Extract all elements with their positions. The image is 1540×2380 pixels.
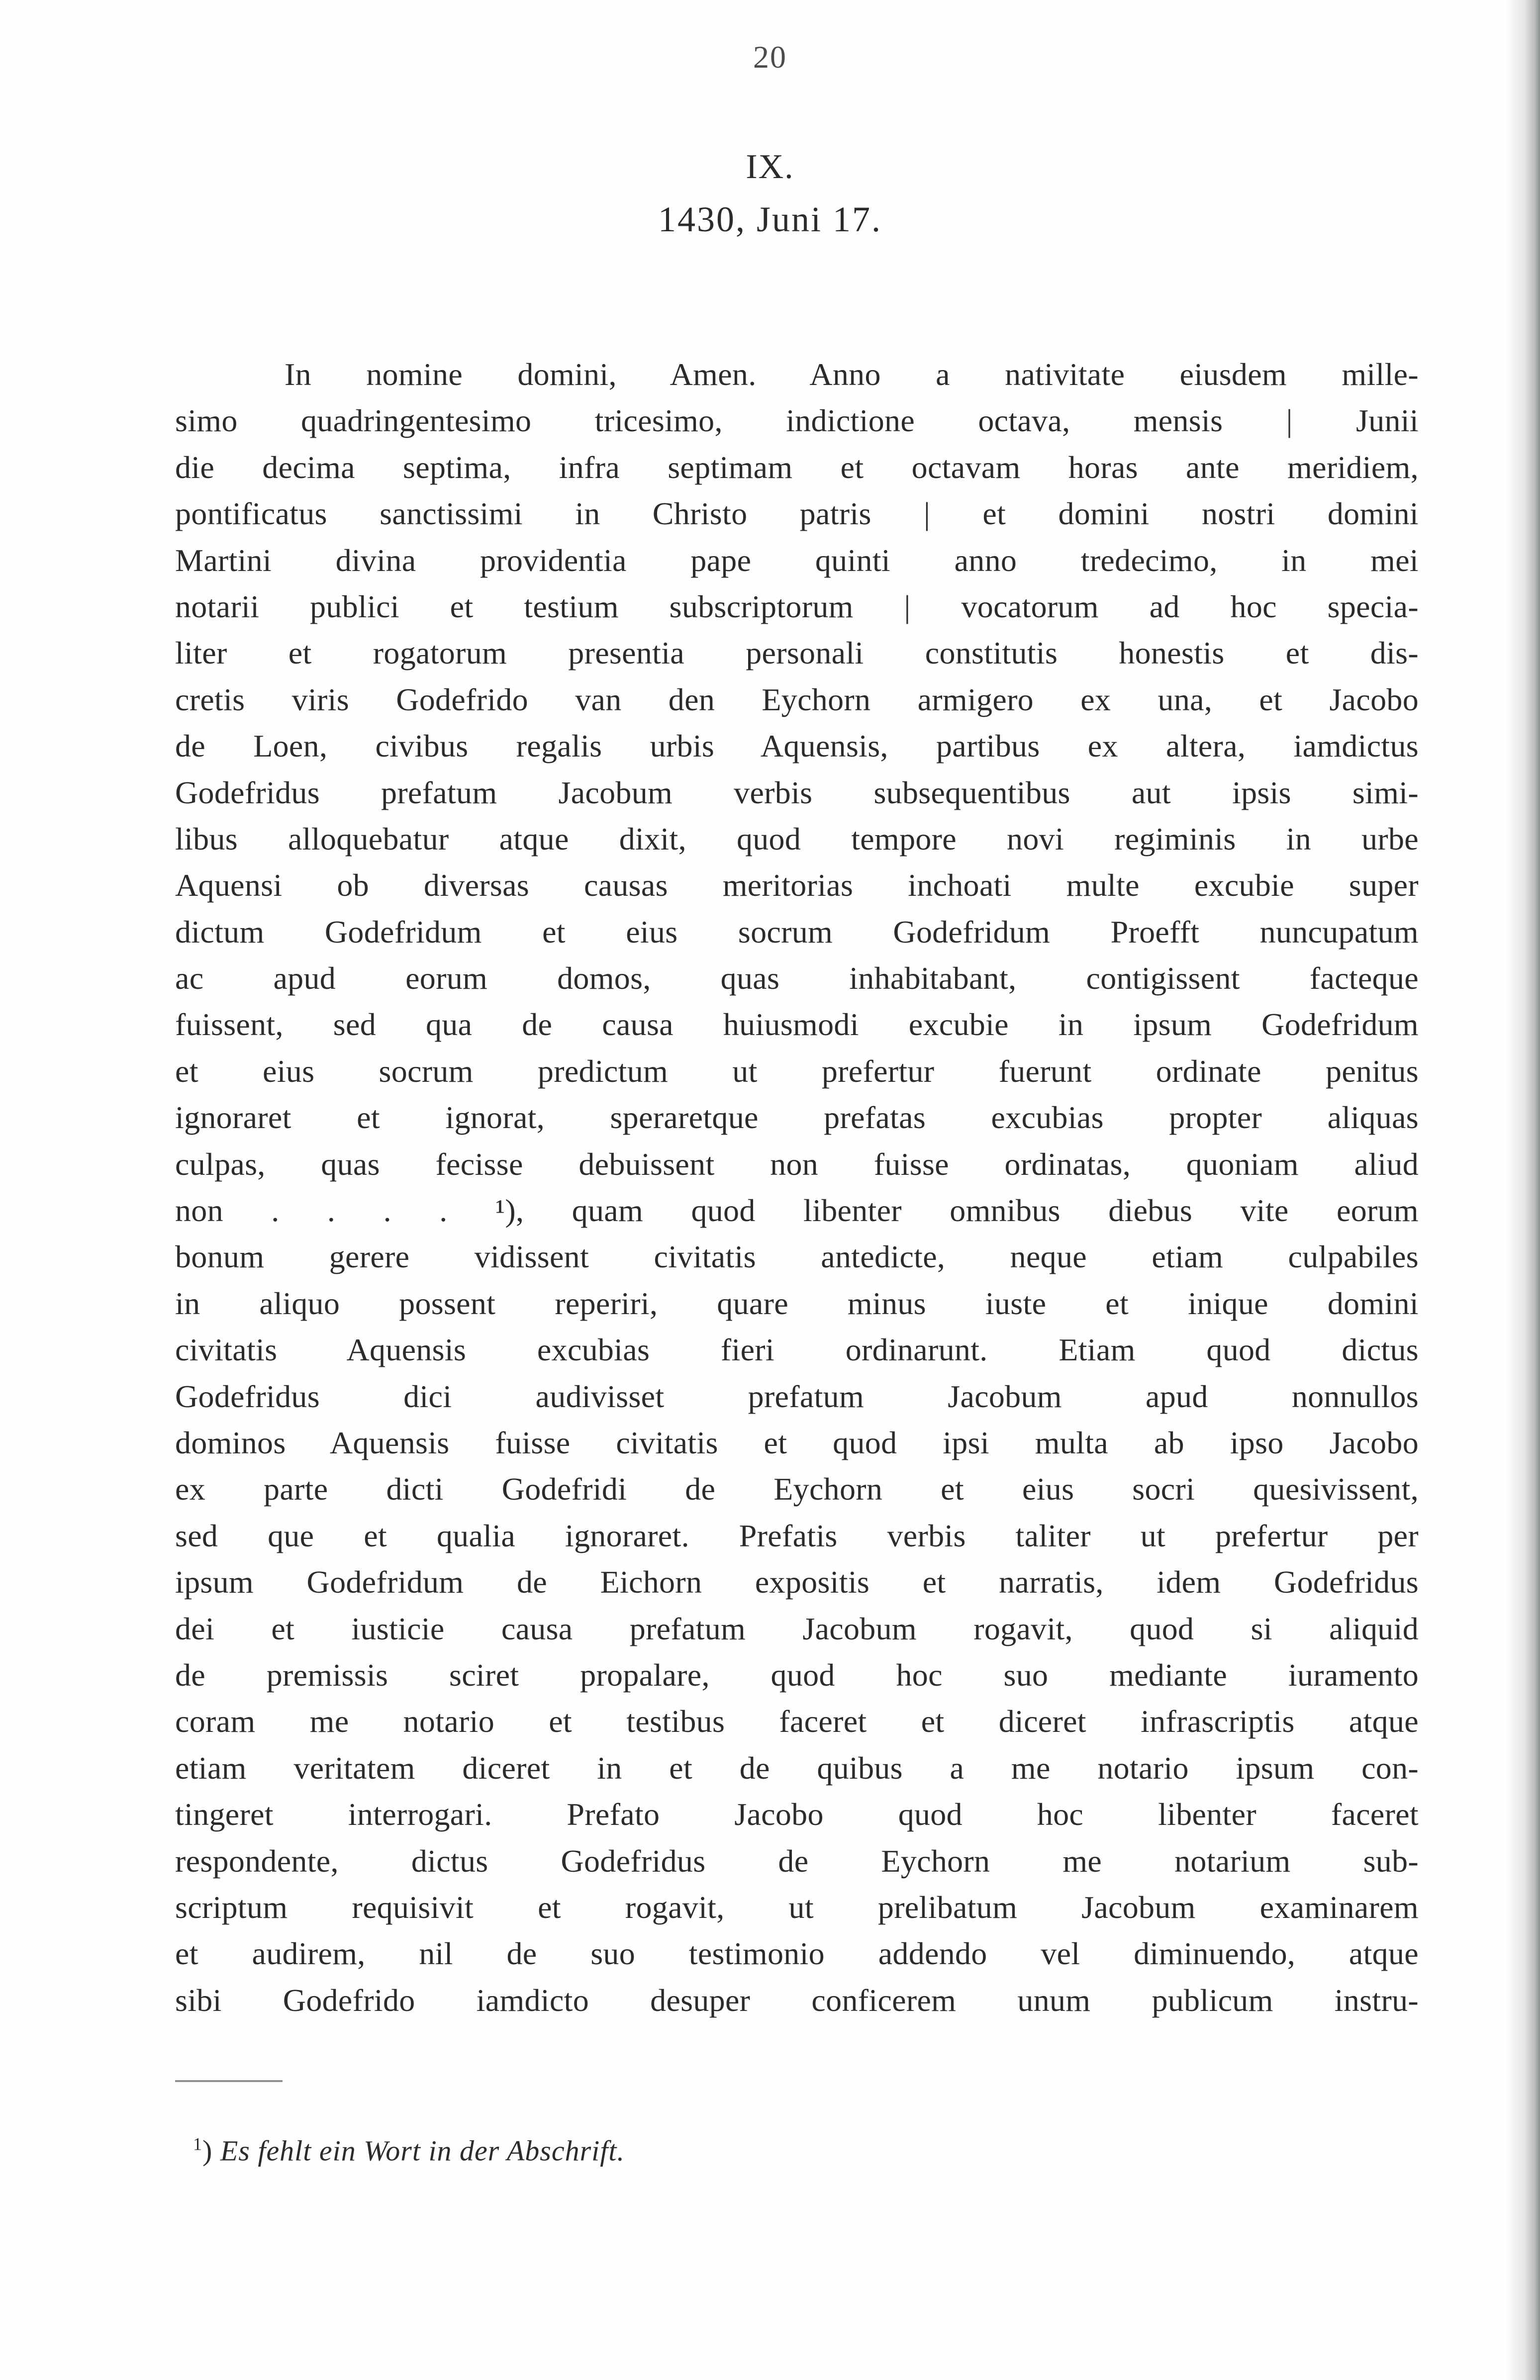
text-line: de premissis sciret propalare, quod hoc suo mediante iuramento: [175, 1657, 1419, 1693]
text-line: fuissent, sed qua de causa huiusmodi excubie in ipsum Godefridum: [175, 1007, 1419, 1043]
text-line: pontificatus sanctissimi in Christo patris | et domini nostri domini: [175, 496, 1419, 532]
footnote-divider: [175, 2080, 283, 2082]
text-line: cretis viris Godefrido van den Eychorn armigero ex una, et Jacobo: [175, 681, 1419, 717]
text-line: Godefridus prefatum Jacobum verbis subsequentibus aut ipsis simi-: [175, 774, 1419, 810]
text-line: notarii publici et testium subscriptorum | vocatorum ad hoc specia-: [175, 588, 1419, 624]
page-number: 20: [753, 39, 787, 75]
text-line: ignoraret et ignorat, speraretque prefatas excubias propter aliquas: [175, 1100, 1419, 1136]
text-line: et eius socrum predictum ut prefertur fuerunt ordinate penitus: [175, 1053, 1419, 1089]
page-binding-shadow: [1505, 0, 1540, 2380]
text-line: ex parte dicti Godefridi de Eychorn et eius socri quesivissent,: [175, 1471, 1419, 1507]
text-line: in aliquo possent reperiri, quare minus iuste et inique domini: [175, 1285, 1419, 1321]
text-line: libus alloquebatur atque dixit, quod tempore novi regiminis in urbe: [175, 821, 1419, 857]
text-line: liter et rogatorum presentia personali constitutis honestis et dis-: [175, 635, 1419, 671]
text-line: die decima septima, infra septimam et octavam horas ante meridiem,: [175, 449, 1419, 485]
text-line: tingeret interrogari. Prefato Jacobo quod hoc libenter faceret: [175, 1797, 1419, 1832]
document-number-heading: IX.: [746, 148, 794, 186]
text-line: dominos Aquensis fuisse civitatis et quod ipsi multa ab ipso Jacobo: [175, 1425, 1419, 1460]
text-line: de Loen, civibus regalis urbis Aquensis, partibus ex altera, iamdictus: [175, 728, 1419, 764]
text-line: sed que et qualia ignoraret. Prefatis verbis taliter ut prefertur per: [175, 1518, 1419, 1553]
text-line: respondente, dictus Godefridus de Eychorn me notarium sub-: [175, 1843, 1419, 1879]
document-body-text: [175, 351, 1419, 2023]
text-line: Martini divina providentia pape quinti anno tredecimo, in mei: [175, 542, 1419, 578]
text-line: civitatis Aquensis excubias fieri ordinarunt. Etiam quod dictus: [175, 1332, 1419, 1368]
text-line: simo quadringentesimo tricesimo, indictione octava, mensis | Junii: [175, 403, 1419, 439]
text-line: culpas, quas fecisse debuissent non fuisse ordinatas, quoniam aliud: [175, 1146, 1419, 1182]
text-line-with-footnote-ref: non . . . . ¹), quam quod libenter omnibus diebus vite eorum: [175, 1193, 1419, 1229]
text-line: dei et iusticie causa prefatum Jacobum rogavit, quod si aliquid: [175, 1611, 1419, 1646]
text-line: ac apud eorum domos, quas inhabitabant, contigissent facteque: [175, 960, 1419, 996]
text-line: coram me notario et testibus faceret et diceret infrascriptis atque: [175, 1704, 1419, 1739]
text-line: sibi Godefrido iamdicto desuper conficerem unum publicum instru-: [175, 1982, 1419, 2018]
document-date-heading: 1430, Juni 17.: [658, 199, 882, 239]
text-line: dictum Godefridum et eius socrum Godefridum Proefft nuncupatum: [175, 914, 1419, 950]
footnote-text: Es fehlt ein Wort in der Abschrift.: [220, 2134, 625, 2167]
text-line: Godefridus dici audivisset prefatum Jacobum apud nonnullos: [175, 1378, 1419, 1414]
text-line: Aquensi ob diversas causas meritorias inchoati multe excubie super: [175, 867, 1419, 903]
text-line: scriptum requisivit et rogavit, ut prelibatum Jacobum examinarem: [175, 1889, 1419, 1925]
text-line: etiam veritatem diceret in et de quibus a me notario ipsum con-: [175, 1750, 1419, 1786]
text-line: In nomine domini, Amen. Anno a nativitate eiusdem mille-: [285, 357, 1419, 392]
footnote: [193, 2134, 625, 2167]
text-line: bonum gerere vidissent civitatis antedicte, neque etiam culpabiles: [175, 1239, 1419, 1275]
text-line: et audirem, nil de suo testimonio addendo vel diminuendo, atque: [175, 1936, 1419, 1972]
text-line: ipsum Godefridum de Eichorn expositis et narratis, idem Godefridus: [175, 1564, 1419, 1600]
footnote-marker: $^1$): [193, 2134, 220, 2167]
